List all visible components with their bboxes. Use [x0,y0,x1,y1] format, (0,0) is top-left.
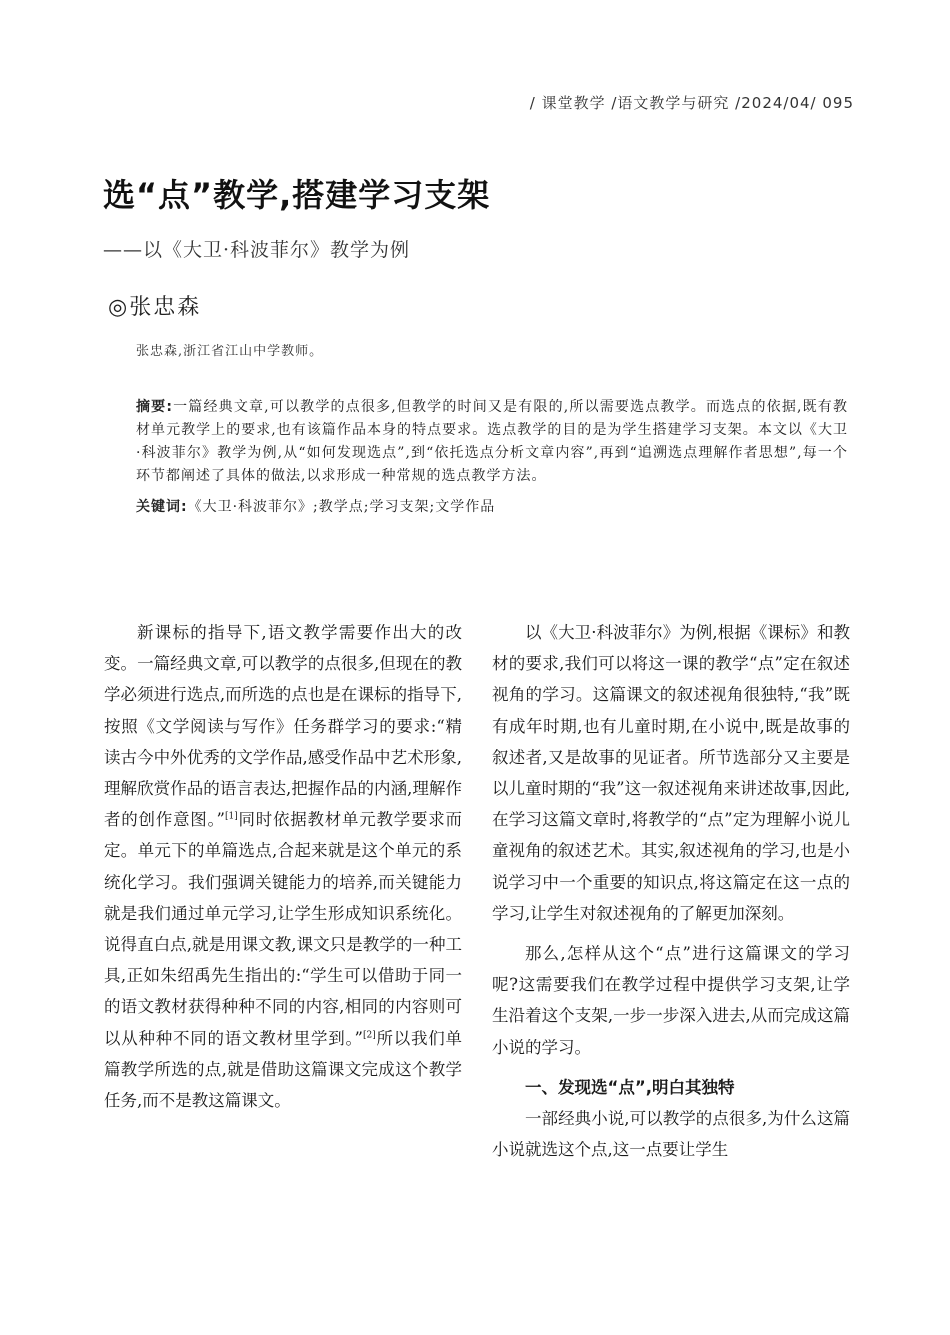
keywords [136,496,848,519]
author-affiliation: 张忠森,浙江省江山中学教师。 [136,344,324,359]
paragraph [104,617,462,1116]
paragraph-text: 新课标的指导下,语文教学需要作出大的改变。一篇经典文章,可以教学的点很多,但现在的教学必须进行选点,而所选的点也是在课标的指导下,按照《文学阅读与写作》任务群学习的要求:“精读古今中外优秀的文学作品,感受作品中艺术形象,理解欣赏作品的语言表达,把握作品的内涵,理解作者的创作意图。” [104,623,462,830]
paragraph: 一部经典小说,可以教学的点很多,为什么这篇小说就选这个点,这一点要让学生 [492,1109,850,1160]
running-header: / 课堂教学 /语文教学与研究 /2024/04/ 095 [529,94,854,112]
paragraph-text: 所以我们单篇教学所选的点,就是借助这篇课文完成这个教学任务,而不是教这篇课文。 [104,1028,463,1111]
author-name: ◎张忠森 [108,295,202,320]
citation-ref-2: [2] [362,1030,376,1041]
abstract [136,396,848,488]
paragraph-text: 同时依据教材单元教学要求而定。单元下的单篇选点,合起来就是这个单元的系统化学习。我们强调关键能力的培养,而关键能力就是我们通过单元学习,让学生形成知识系统化。说得直白点,就是用课文教,课文只是教学的一种工具,正如朱绍禹先生指出的:“学生可以借助于同一的语文教材获得种种不同的内容,相同的内容则可以从种种不同的语文教材里学到。” [104,810,463,1048]
section-heading: 一、发现选“点”,明白其独特 [525,1077,735,1097]
body-column-left [104,617,462,1116]
paragraph: 那么,怎样从这个“点”进行这篇课文的学习呢?这需要我们在教学过程中提供学习支架,让学生沿着这个支架,一步一步深入进去,从而完成这篇小说的学习。 [492,944,850,1057]
abstract-text: 一篇经典文章,可以教学的点很多,但教学的时间又是有限的,所以需要选点教学。而选点的依据,既有教材单元教学上的要求,也有该篇作品本身的特点要求。选点教学的目的是为学生搭建学习支架。本文以《大卫·科波菲尔》教学为例,从“如何发现选点”,到“依托选点分析文章内容”,再到“追溯选点理解作者思想”,每一个环节都阐述了具体的做法,以求形成一种常规的选点教学方法。 [136,399,848,484]
body-column-right [492,617,850,1165]
keywords-label: 关键词: [136,499,188,515]
keywords-text: 《大卫·科波菲尔》;教学点;学习支架;文学作品 [187,499,496,515]
abstract-label: 摘要: [136,399,173,415]
article-subtitle: ——以《大卫·科波菲尔》教学为例 [103,239,411,261]
citation-ref-1: [1] [224,811,238,822]
paragraph: 以《大卫·科波菲尔》为例,根据《课标》和教材的要求,我们可以将这一课的教学“点”定在叙述视角的学习。这篇课文的叙述视角很独特,“我”既有成年时期,也有儿童时期,在小说中,既是故事的叙述者,又是故事的见证者。所节选部分又主要是以儿童时期的“我”这一叙述视角来讲述故事,因此,在学习这篇文章时,将教学的“点”定为理解小说儿童视角的叙述艺术。其实,叙述视角的学习,也是小说学习中一个重要的知识点,将这篇定在这一点的学习,让学生对叙述视角的了解更加深刻。 [492,623,850,923]
article-title: 选“点”教学,搭建学习支架 [103,176,491,214]
